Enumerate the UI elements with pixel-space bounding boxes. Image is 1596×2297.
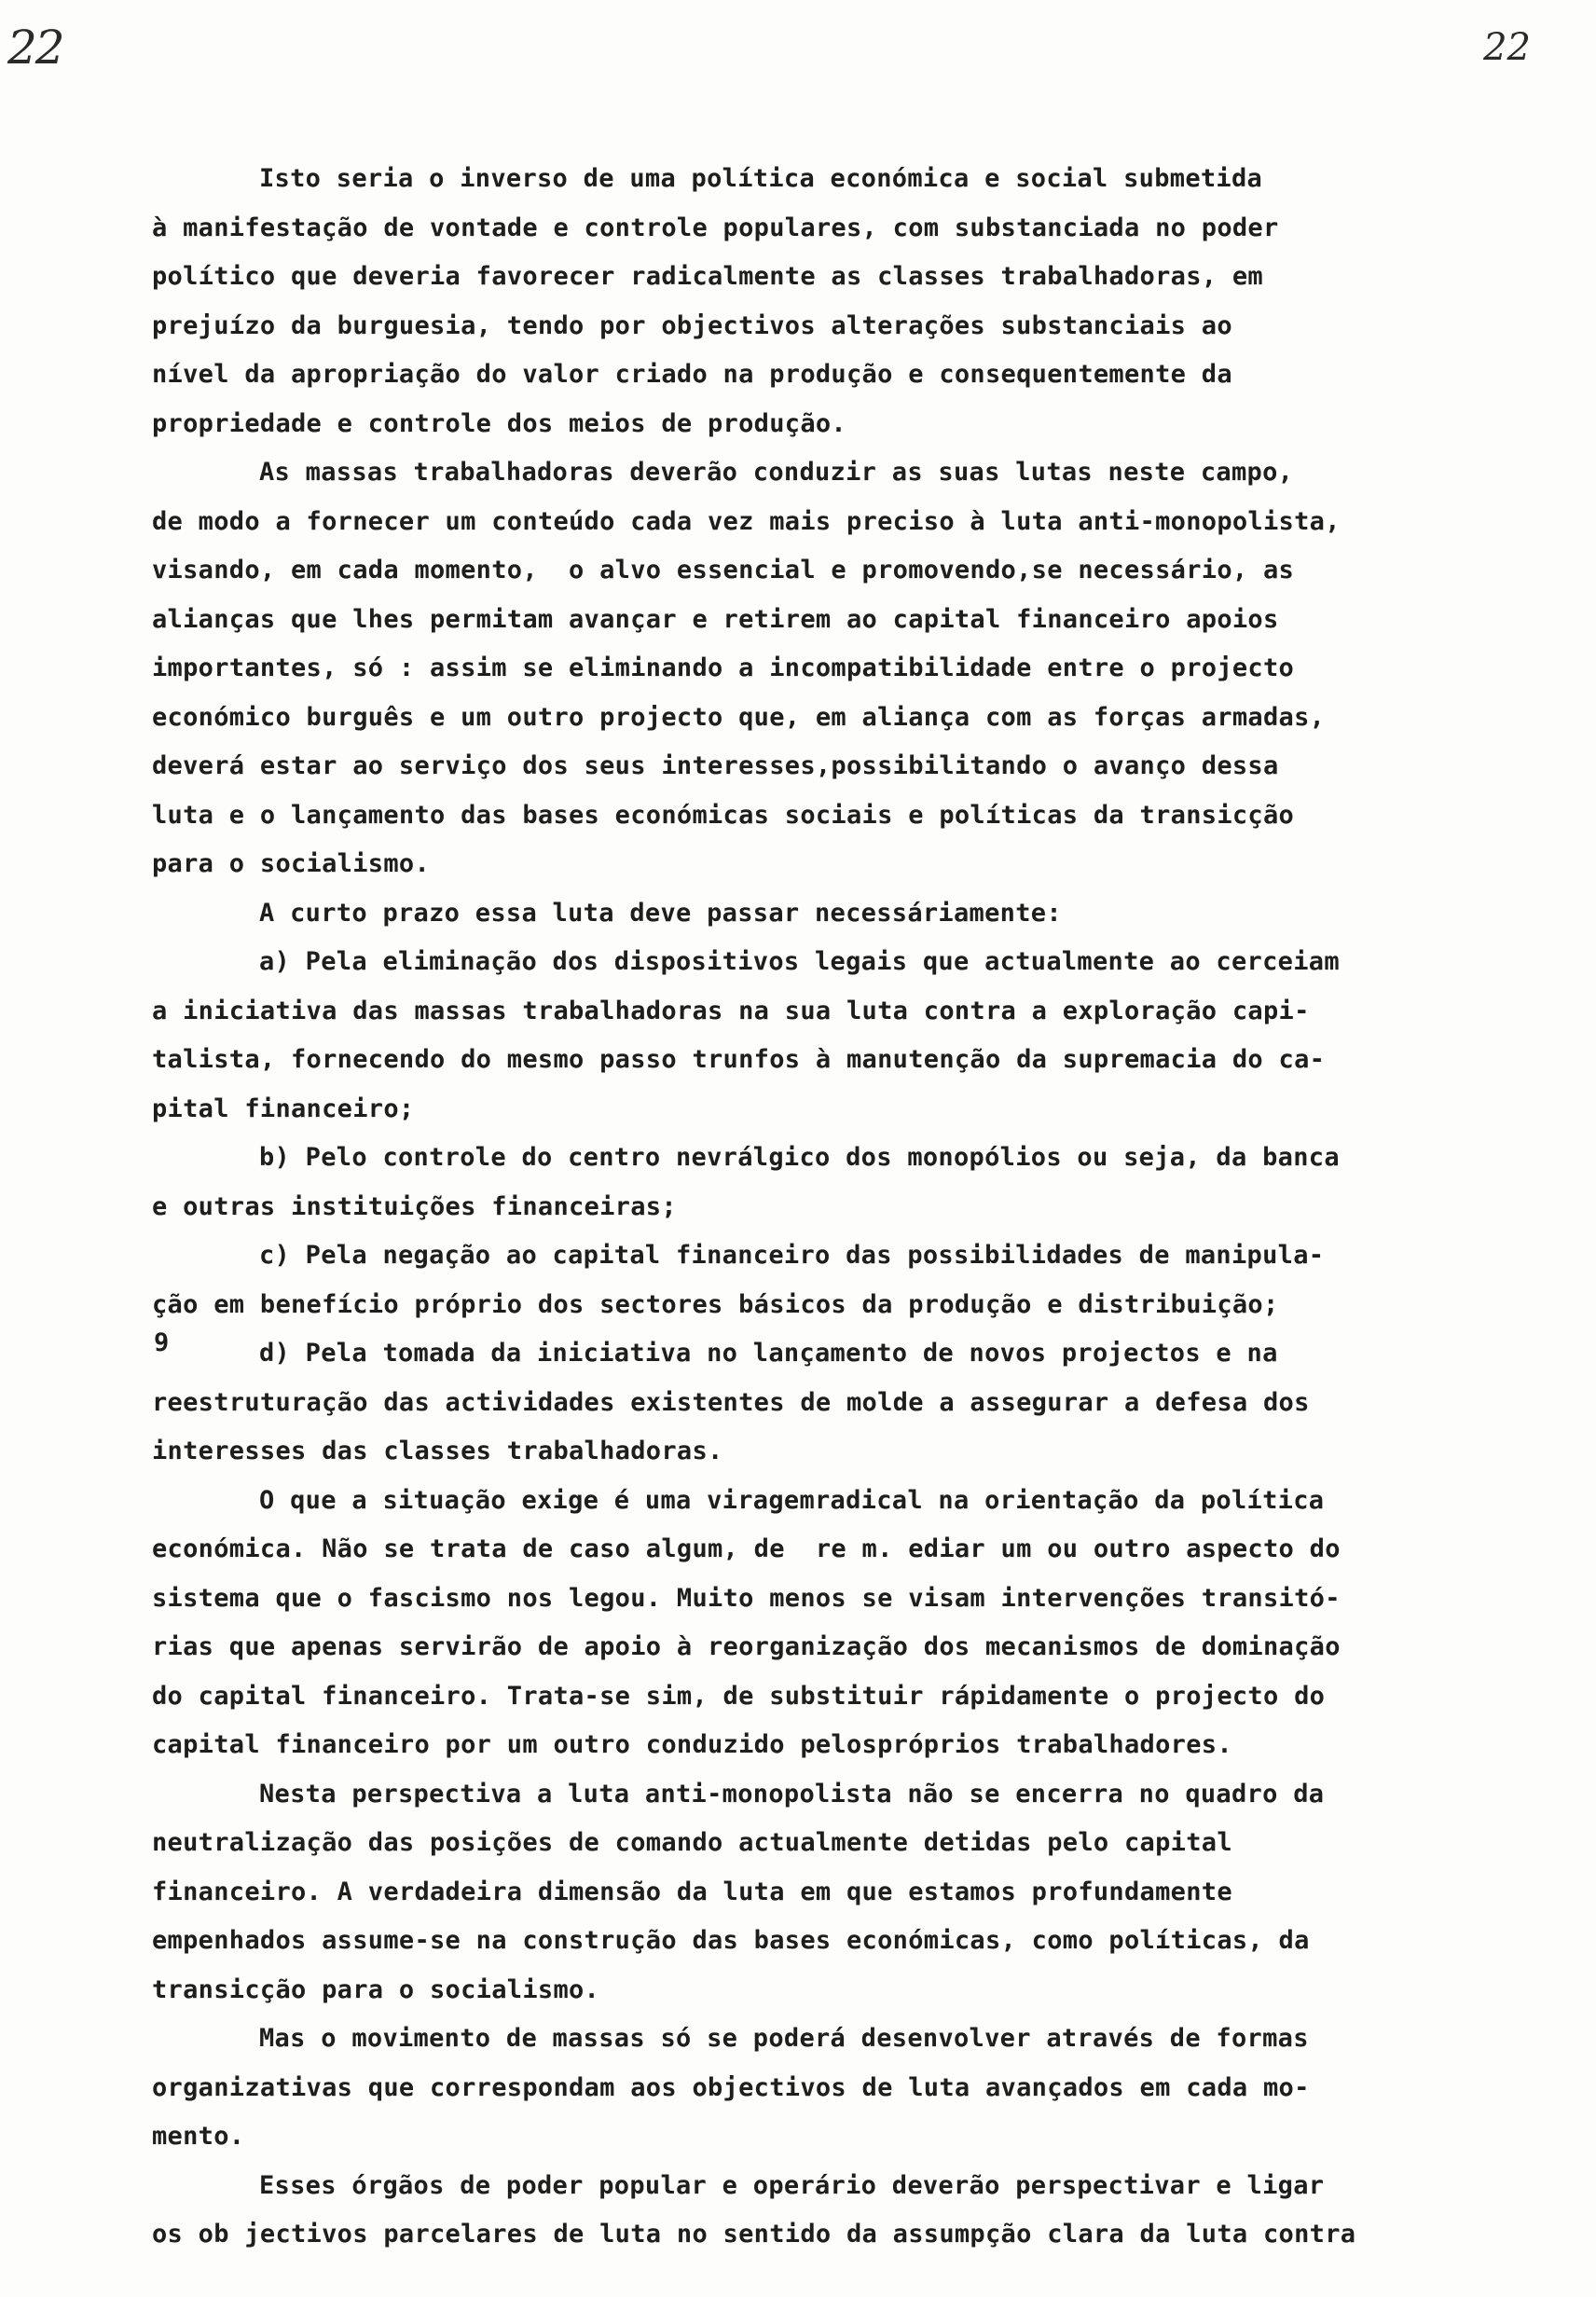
text-line: e outras instituições financeiras; xyxy=(152,1191,677,1221)
text-line: mento. xyxy=(152,2122,245,2151)
document-body xyxy=(152,155,1541,2260)
text-line: do capital financeiro. Trata-se sim, de substituir rápidamente o projecto do xyxy=(152,1681,1326,1711)
text-line: transicção para o socialismo. xyxy=(152,1974,600,2004)
text-line: empenhados assume-se na construção das bases económicas, como políticas, da xyxy=(152,1926,1310,1955)
text-line: O que a situação exige é uma viragemradical na orientação da política xyxy=(259,1485,1325,1515)
text-line: propriedade e controle dos meios de produção. xyxy=(152,408,846,438)
text-line: luta e o lançamento das bases económicas sociais e políticas da transicção xyxy=(152,800,1295,830)
text-line: político que deveria favorecer radicalmente as classes trabalhadoras, em xyxy=(152,262,1263,291)
text-line: neutralização das posições de comando actualmente detidas pelo capital xyxy=(152,1828,1232,1857)
text-line: A curto prazo essa luta deve passar necessáriamente: xyxy=(259,898,1062,928)
text-line: nível da apropriação do valor criado na produção e consequentemente da xyxy=(152,360,1232,389)
text-line: a) Pela eliminação dos dispositivos legais que actualmente ao cerceiam xyxy=(259,947,1340,976)
margin-marker: 9 xyxy=(154,1328,170,1357)
text-line: prejuízo da burguesia, tendo por objectivos alterações substanciais ao xyxy=(152,310,1232,340)
text-line: económica. Não se trata de caso algum, de re m. ediar um ou outro aspecto do xyxy=(152,1534,1341,1563)
text-line: talista, fornecendo do mesmo passo trunfos à manutenção da supremacia do ca- xyxy=(152,1045,1326,1074)
text-line: reestruturação das actividades existentes de molde a assegurar a defesa dos xyxy=(152,1387,1310,1417)
text-line: sistema que o fascismo nos legou. Muito menos se visam intervenções transitó- xyxy=(152,1583,1341,1613)
text-line: alianças que lhes permitam avançar e retirem ao capital financeiro apoios xyxy=(152,604,1279,634)
text-line: capital financeiro por um outro conduzido pelospróprios trabalhadores. xyxy=(152,1730,1232,1759)
handwritten-page-number-left: 22 xyxy=(7,21,63,75)
text-line: ção em benefício próprio dos sectores básicos da produção e distribuição; xyxy=(152,1289,1279,1319)
text-line: Nesta perspectiva a luta anti-monopolista não se encerra no quadro da xyxy=(259,1779,1325,1809)
text-line: Isto seria o inverso de uma política económica e social submetida xyxy=(259,164,1263,193)
text-line: rias que apenas servirão de apoio à reorganização dos mecanismos de dominação xyxy=(152,1632,1341,1661)
text-line: a iniciativa das massas trabalhadoras na sua luta contra a exploração capi- xyxy=(152,996,1310,1025)
text-line: organizativas que correspondam aos objectivos de luta avançados em cada mo- xyxy=(152,2072,1310,2102)
text-line: de modo a fornecer um conteúdo cada vez mais preciso à luta anti-monopolista, xyxy=(152,506,1341,536)
text-line: visando, em cada momento, o alvo essencial e promovendo,se necessário, as xyxy=(152,556,1295,585)
text-line: b) Pelo controle do centro nevrálgico dos monopólios ou seja, da banca xyxy=(259,1143,1340,1172)
text-line: à manifestação de vontade e controle populares, com substanciada no poder xyxy=(152,213,1279,242)
text-line: As massas trabalhadoras deverão conduzir as suas lutas neste campo, xyxy=(259,458,1294,487)
text-line: financeiro. A verdadeira dimensão da luta em que estamos profundamente xyxy=(152,1877,1232,1906)
text-line: os ob jectivos parcelares de luta no sentido da assumpção clara da luta contra xyxy=(152,2220,1356,2249)
text-line: deverá estar ao serviço dos seus interesses,possibilitando o avanço dessa xyxy=(152,751,1279,780)
text-line: Mas o movimento de massas só se poderá desenvolver através de formas xyxy=(259,2024,1309,2053)
handwritten-page-number-right: 22 xyxy=(1483,26,1531,69)
text-line: económico burguês e um outro projecto que, em aliança com as forças armadas, xyxy=(152,702,1326,732)
text-line: interesses das classes trabalhadoras. xyxy=(152,1437,723,1465)
text-line: pital financeiro; xyxy=(152,1093,415,1123)
text-line: importantes, só : assim se eliminando a incompatibilidade entre o projecto xyxy=(152,653,1295,682)
text-line: c) Pela negação ao capital financeiro das possibilidades de manipula- xyxy=(259,1241,1325,1270)
text-line: para o socialismo. xyxy=(152,849,430,878)
text-line: d) Pela tomada da iniciativa no lançamento de novos projectos e na xyxy=(259,1339,1278,1368)
text-line: Esses órgãos de poder popular e operário deverão perspectivar e ligar xyxy=(259,2170,1325,2200)
